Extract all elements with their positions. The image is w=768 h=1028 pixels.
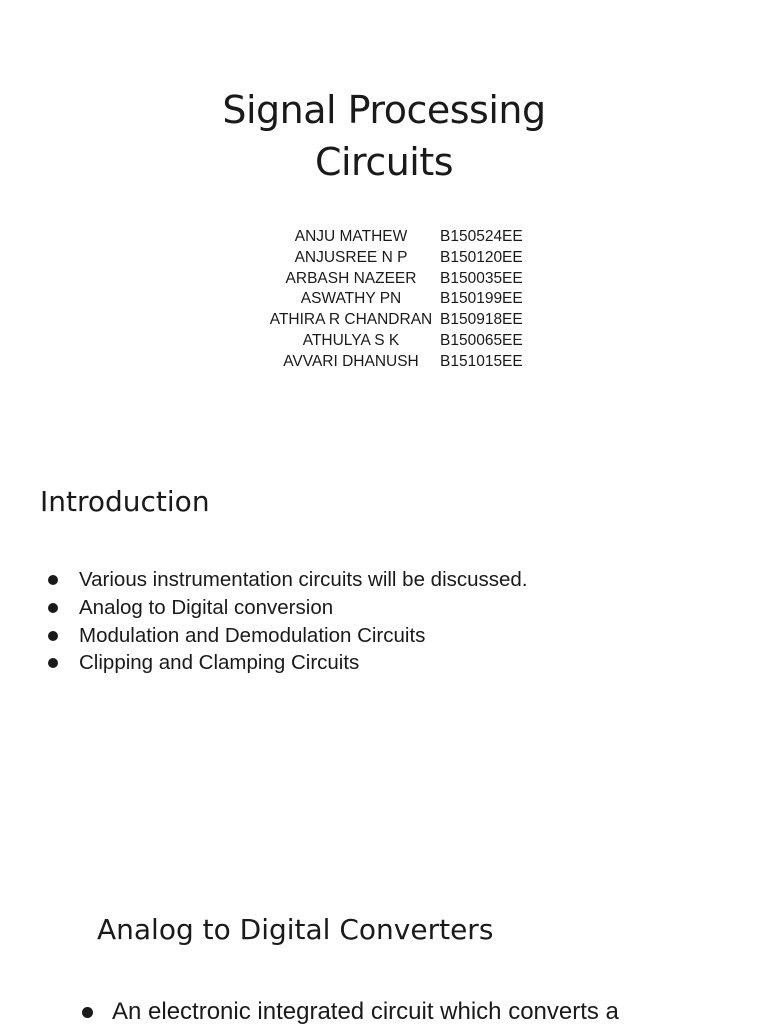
bullet-item: [46, 594, 528, 622]
member-name: ANJU MATHEW: [294, 228, 408, 245]
member-row: [262, 289, 562, 310]
introduction-slide: [0, 440, 768, 880]
member-name: ASWATHY PN: [300, 290, 402, 308]
bullet-dot-icon: [48, 658, 58, 668]
title-slide: [0, 0, 768, 440]
title-line-2: Circuits: [314, 140, 454, 184]
adc-slide: [0, 880, 768, 1024]
member-id: B150918EE: [440, 311, 523, 329]
member-name: ATHULYA S K: [302, 331, 400, 349]
slide-title: [0, 84, 768, 188]
member-id: B151015EE: [440, 352, 523, 370]
bullet-dot-icon: [82, 1007, 93, 1018]
title-line-1: Signal Processing: [222, 88, 546, 132]
bullet-dot-icon: [48, 575, 58, 585]
member-row: [262, 310, 562, 331]
member-id: B150524EE: [440, 228, 523, 245]
slide-heading: Introduction: [40, 485, 210, 518]
member-roster: [262, 227, 562, 373]
member-id: B150120EE: [440, 248, 523, 266]
member-name: ATHIRA R CHANDRAN: [269, 311, 433, 329]
bullet-text: Modulation and Demodulation Circuits: [79, 623, 426, 647]
bullet-text: An electronic integrated circuit which converts a: [112, 998, 619, 1025]
bullet-list: [46, 566, 528, 677]
bullet-dot-icon: [48, 631, 58, 641]
bullet-text: Various instrumentation circuits will be discussed.: [79, 568, 528, 591]
member-name: ANJUSREE N P: [294, 248, 408, 266]
member-row: [262, 269, 562, 290]
bullet-list: [80, 996, 619, 1028]
bullet-dot-icon: [48, 603, 58, 613]
member-id: B150035EE: [440, 269, 523, 287]
member-row: [262, 352, 562, 373]
slide-heading: Analog to Digital Converters: [97, 913, 494, 946]
bullet-text: Clipping and Clamping Circuits: [79, 651, 360, 675]
member-id: B150199EE: [440, 290, 523, 308]
member-row: [262, 248, 562, 269]
member-row: [262, 331, 562, 352]
bullet-item: [80, 996, 619, 1028]
member-name: ARBASH NAZEER: [285, 269, 417, 287]
bullet-item: [46, 622, 528, 650]
bullet-item: [46, 649, 528, 677]
member-id: B150065EE: [440, 331, 523, 349]
bullet-item: [46, 566, 528, 594]
member-row: [262, 227, 562, 248]
bullet-text: Analog to Digital conversion: [79, 595, 334, 619]
member-name: AVVARI DHANUSH: [283, 352, 419, 370]
